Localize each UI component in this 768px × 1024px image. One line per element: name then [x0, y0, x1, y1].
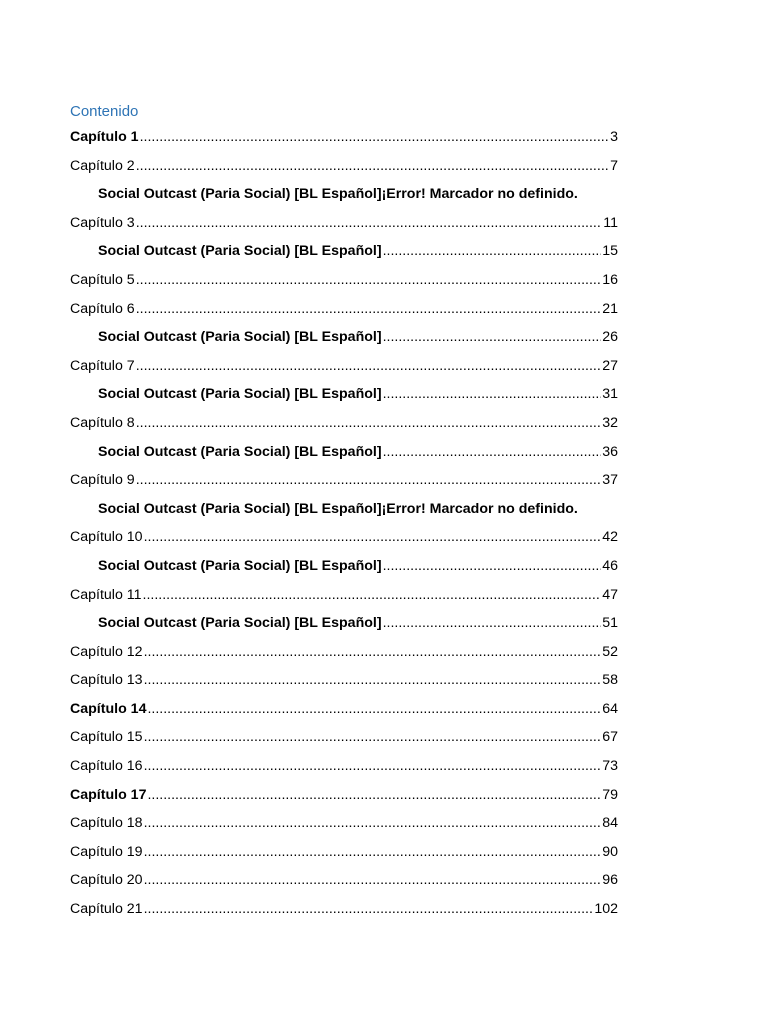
toc-dot-leader	[147, 695, 601, 724]
toc-entry-page-number: 7	[610, 157, 618, 174]
toc-entry-title: Social Outcast (Paria Social) [BL Español]	[98, 329, 382, 346]
toc-entry-title: Capítulo 3	[70, 214, 135, 231]
toc-entry-page-number: 90	[602, 843, 618, 860]
toc-entry[interactable]	[70, 237, 618, 266]
toc-entry[interactable]	[70, 209, 618, 238]
toc-dot-leader	[383, 380, 602, 409]
toc-dot-leader	[140, 123, 610, 152]
toc-entry-title: Capítulo 19	[70, 843, 143, 860]
toc-entry-page-number: 27	[602, 357, 618, 374]
toc-list	[70, 123, 618, 924]
toc-entry[interactable]	[70, 323, 618, 352]
toc-dot-leader	[136, 409, 602, 438]
toc-entry[interactable]	[70, 438, 618, 467]
toc-entry[interactable]	[70, 838, 618, 867]
toc-entry-title: Social Outcast (Paria Social) [BL Español]	[98, 615, 382, 632]
toc-entry[interactable]	[70, 866, 618, 895]
toc-entry[interactable]	[70, 466, 618, 495]
toc-entry[interactable]	[70, 123, 618, 152]
toc-entry[interactable]	[70, 723, 618, 752]
toc-dot-leader	[144, 866, 602, 895]
toc-entry-page-number: 67	[602, 729, 618, 746]
toc-entry-title: Capítulo 6	[70, 300, 135, 317]
toc-heading: Contenido	[70, 103, 139, 120]
toc-dot-leader	[144, 723, 602, 752]
toc-entry-title: Capítulo 10	[70, 529, 143, 546]
toc-dot-leader	[144, 809, 602, 838]
toc-entry-page-number: 36	[602, 443, 618, 460]
toc-dot-leader	[144, 638, 602, 667]
toc-entry-error: ¡Error! Marcador no definido.	[381, 500, 578, 517]
toc-entry-page-number: 16	[602, 271, 618, 288]
table-of-contents	[70, 101, 618, 924]
toc-entry[interactable]	[70, 809, 618, 838]
toc-dot-leader	[144, 666, 602, 695]
toc-dot-leader	[136, 152, 609, 181]
toc-entry[interactable]	[70, 152, 618, 181]
toc-entry[interactable]	[70, 352, 618, 381]
toc-dot-leader	[383, 438, 602, 467]
toc-entry-title: Capítulo 9	[70, 472, 135, 489]
toc-dot-leader	[147, 781, 601, 810]
toc-entry-title: Capítulo 11	[70, 586, 142, 603]
toc-entry[interactable]	[70, 180, 618, 209]
toc-entry-title: Social Outcast (Paria Social) [BL Español]	[98, 186, 382, 203]
toc-entry[interactable]	[70, 895, 618, 924]
toc-entry-title: Capítulo 17	[70, 786, 147, 803]
toc-dot-leader	[144, 838, 602, 867]
toc-entry-page-number: 73	[602, 758, 618, 775]
toc-entry-page-number: 11	[603, 214, 618, 231]
toc-dot-leader	[136, 295, 602, 324]
toc-dot-leader	[144, 752, 602, 781]
toc-entry-error: ¡Error! Marcador no definido.	[381, 186, 578, 203]
toc-entry-page-number: 84	[602, 815, 618, 832]
toc-entry-title: Capítulo 14	[70, 700, 147, 717]
toc-entry-title: Capítulo 7	[70, 357, 135, 374]
toc-dot-leader	[136, 209, 603, 238]
toc-entry-title: Capítulo 18	[70, 815, 143, 832]
toc-entry-page-number: 26	[602, 329, 618, 346]
toc-dot-leader	[383, 552, 602, 581]
toc-entry-title: Capítulo 12	[70, 643, 143, 660]
toc-entry-page-number: 32	[602, 414, 618, 431]
toc-entry[interactable]	[70, 266, 618, 295]
toc-entry[interactable]	[70, 638, 618, 667]
toc-entry[interactable]	[70, 666, 618, 695]
toc-entry-page-number: 37	[602, 472, 618, 489]
toc-entry-title: Social Outcast (Paria Social) [BL Español]	[98, 557, 382, 574]
toc-entry-page-number: 31	[602, 386, 618, 403]
toc-entry-title: Social Outcast (Paria Social) [BL Español]	[98, 386, 382, 403]
toc-entry-title: Social Outcast (Paria Social) [BL Español]	[98, 243, 382, 260]
toc-entry-page-number: 51	[602, 615, 618, 632]
toc-entry[interactable]	[70, 552, 618, 581]
toc-dot-leader	[383, 323, 602, 352]
toc-entry-page-number: 102	[594, 901, 618, 918]
toc-dot-leader	[144, 895, 594, 924]
toc-dot-leader	[383, 609, 602, 638]
toc-entry-page-number: 42	[602, 529, 618, 546]
toc-entry[interactable]	[70, 781, 618, 810]
toc-entry[interactable]	[70, 295, 618, 324]
toc-entry-page-number: 21	[602, 300, 618, 317]
toc-dot-leader	[136, 266, 602, 295]
toc-entry-page-number: 3	[610, 129, 618, 145]
toc-dot-leader	[136, 352, 602, 381]
toc-entry-title: Capítulo 21	[70, 901, 143, 918]
toc-dot-leader	[383, 237, 602, 266]
toc-entry[interactable]	[70, 695, 618, 724]
toc-entry-title: Social Outcast (Paria Social) [BL Español]	[98, 500, 382, 517]
toc-dot-leader	[136, 466, 602, 495]
toc-entry-page-number: 64	[602, 700, 618, 717]
toc-dot-leader	[143, 581, 602, 610]
toc-entry[interactable]	[70, 581, 618, 610]
toc-entry-page-number: 15	[602, 243, 618, 260]
toc-entry-title: Capítulo 20	[70, 872, 143, 889]
toc-entry-title: Capítulo 8	[70, 414, 135, 431]
toc-entry-page-number: 52	[602, 643, 618, 660]
toc-entry-page-number: 46	[602, 557, 618, 574]
toc-entry-page-number: 79	[602, 786, 618, 803]
toc-entry[interactable]	[70, 380, 618, 409]
toc-dot-leader	[144, 523, 602, 552]
toc-entry-title: Capítulo 15	[70, 729, 143, 746]
toc-entry-title: Capítulo 13	[70, 672, 143, 689]
toc-entry-title: Capítulo 16	[70, 758, 143, 775]
toc-entry-title: Capítulo 1	[70, 129, 139, 145]
toc-entry-page-number: 58	[602, 672, 618, 689]
toc-entry-title: Capítulo 5	[70, 271, 135, 288]
toc-entry[interactable]	[70, 752, 618, 781]
toc-entry[interactable]	[70, 495, 618, 524]
toc-entry-page-number: 47	[602, 586, 618, 603]
toc-entry-title: Capítulo 2	[70, 157, 135, 174]
toc-entry-title: Social Outcast (Paria Social) [BL Español]	[98, 443, 382, 460]
toc-entry[interactable]	[70, 609, 618, 638]
toc-entry[interactable]	[70, 523, 618, 552]
toc-entry[interactable]	[70, 409, 618, 438]
toc-entry-page-number: 96	[602, 872, 618, 889]
